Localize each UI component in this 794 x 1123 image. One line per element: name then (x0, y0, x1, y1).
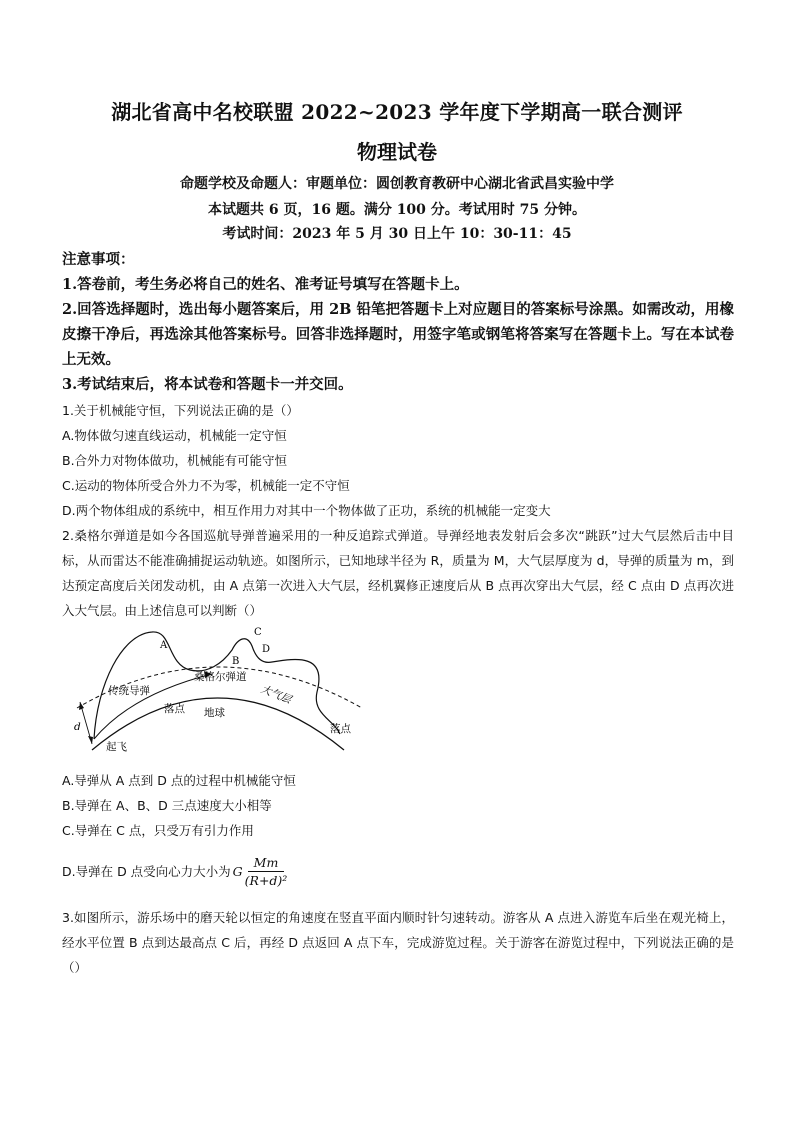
thickness-arrow-bottom (88, 736, 93, 744)
sanger-label: 桑格尔弹道 (194, 671, 247, 683)
notice-item-3: 3.考试结束后，将本试卷和答题卡一并交回。 (62, 376, 353, 393)
point-c-label: C (254, 627, 262, 638)
traditional-trajectory (94, 674, 212, 739)
q2-option-d (62, 848, 287, 894)
question-1 (62, 398, 734, 523)
q2-option-d-text: D.导弹在 D 点受向心力大小为 (62, 864, 231, 879)
q2-option-b: B.导弹在 A、B、D 三点速度大小相等 (62, 798, 272, 813)
exam-subject: 物理试卷 (357, 140, 437, 164)
notice-heading: 注意事项： (62, 251, 135, 268)
point-a-label: A (160, 640, 168, 651)
point-d-label: D (262, 644, 271, 655)
traditional-label: 传统导弹 (108, 685, 150, 697)
fraction-numerator: Mm (248, 855, 285, 872)
q1-option-d: D.两个物体组成的系统中，相互作用力对其中一个物体做了正功，系统的机械能一定变大 (62, 503, 551, 518)
thickness-label: d (74, 721, 81, 733)
q2-option-a: A.导弹从 A 点到 D 点的过程中机械能守恒 (62, 773, 296, 788)
earth-surface-arc (92, 698, 344, 750)
earth-label: 地球 (204, 707, 225, 719)
force-fraction (245, 855, 288, 888)
fraction-denominator: (R+d)² (244, 872, 288, 888)
sanger-trajectory-figure (72, 624, 362, 754)
exam-title: 湖北省高中名校联盟 2022~2023 学年度下学期高一联合测评 (111, 100, 683, 124)
thickness-arrow-top (79, 702, 84, 710)
point-b-label: B (232, 656, 240, 667)
time-line: 考试时间：2023 年 5 月 30 日上午 10：30-11：45 (222, 226, 572, 242)
atmosphere-label: 大气层 (258, 683, 293, 707)
landing-label-2: 落点 (330, 723, 351, 735)
q1-option-b: B.合外力对物体做功，机械能有可能守恒 (62, 453, 288, 468)
q3-stem: 3.如图所示，游乐场中的磨天轮以恒定的角速度在竖直平面内顺时针匀速转动。游客从 A 点进入游览车后坐在观光椅上，经水平位置 B 点到达最高点 C 后，再经 D 点返回 A 点下车，完成游览过程。关于游客在游览过程中，下列说法正确的是（） (62, 910, 734, 975)
notice-item-1: 1.答卷前，考生务必将自己的姓名、准考证号填写在答题卡上。 (62, 276, 469, 293)
q1-option-c: C.运动的物体所受合外力不为零，机械能一定不守恒 (62, 478, 350, 493)
author-line: 命题学校及命题人：审题单位：圆创教育教研中心湖北省武昌实验中学 (180, 176, 614, 192)
q2-stem: 2.桑格尔弹道是如今各国巡航导弹普遍采用的一种反追踪式弹道。导弹经地表发射后会多次“跳跃”过大气层然后击中目标，从而雷达不能准确捕捉运动轨迹。如图所示，已知地球半径为 R，质量为 M，大气层厚度为 d，导弹的质量为 m，到达预定高度后关闭发动机，由 A 点第一次进入大气层，经机翼修正速度后从 B 点再次穿出大气层，经 C 点由 D 点再次进入大气层。由上述信息可以判断（） (62, 528, 734, 618)
info-line: 本试题共 6 页，16 题。满分 100 分。考试用时 75 分钟。 (207, 202, 587, 218)
q1-option-a: A.物体做匀速直线运动，机械能一定守恒 (62, 428, 287, 443)
question-2-options (62, 768, 734, 843)
landing-label-1: 落点 (164, 703, 185, 715)
notice-item-2: 2.回答选择题时，选出每小题答案后，用 2B 铅笔把答题卡上对应题目的答案标号涂黑。如需改动，用橡皮擦干净后，再选涂其他答案标号。回答非选择题时，用签字笔或钢笔将答案写在答题卡上。写在本试卷上无效。 (62, 301, 734, 368)
gravity-constant: G (232, 863, 243, 879)
q2-option-c: C.导弹在 C 点，只受万有引力作用 (62, 823, 254, 838)
q1-stem: 1.关于机械能守恒，下列说法正确的是（） (62, 403, 299, 418)
notice-section (62, 247, 734, 397)
takeoff-label: 起飞 (106, 741, 127, 753)
